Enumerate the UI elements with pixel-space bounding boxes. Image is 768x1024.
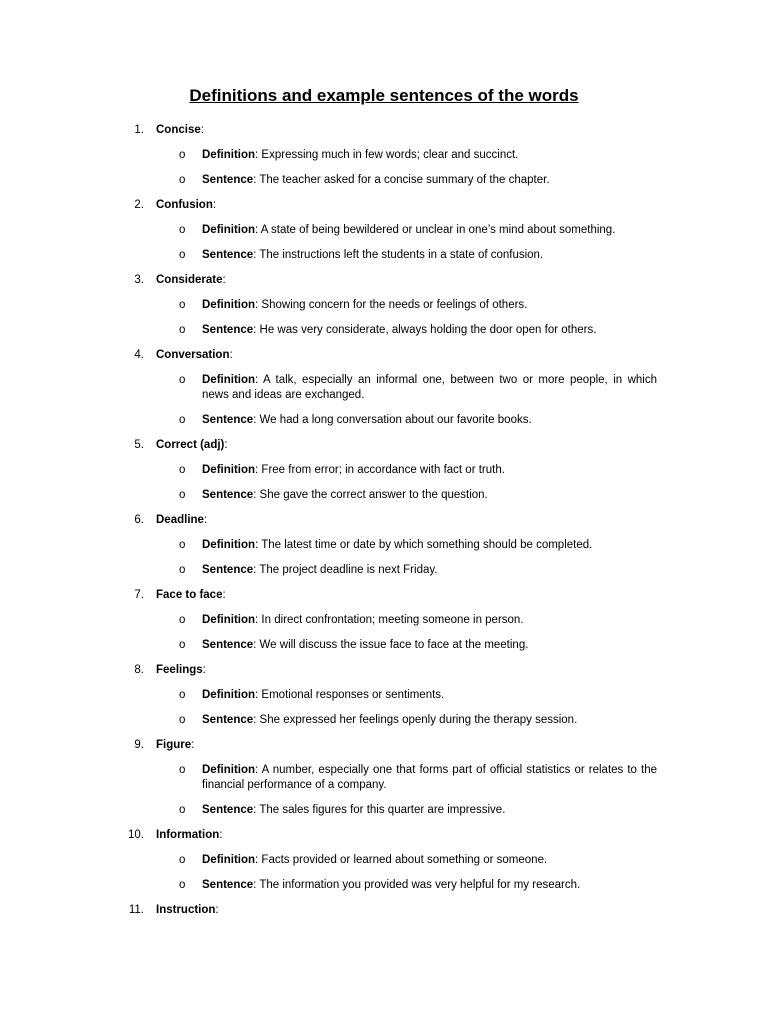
definition-row (0, 853, 768, 868)
entry-number: 10. (128, 829, 144, 841)
definition-row-text (202, 763, 657, 793)
sentence-row (0, 803, 768, 818)
sentence-label: Sentence (202, 324, 254, 336)
bullet-icon: o (179, 224, 186, 236)
sentence-row (0, 248, 768, 263)
sentence-label: Sentence (202, 804, 254, 816)
entry-term (156, 273, 226, 288)
term-colon: : (222, 274, 226, 286)
sentence-label: Sentence (202, 879, 254, 891)
definition-row-text (202, 148, 657, 163)
sentence-body: : The information you provided was very helpful for my research. (253, 879, 581, 891)
bullet-icon: o (179, 804, 186, 816)
term-colon: : (191, 739, 195, 751)
entry-header (0, 198, 768, 213)
sentence-body: : The teacher asked for a concise summary of the chapter. (253, 174, 550, 186)
entry-term (156, 828, 222, 843)
list-item (0, 438, 768, 503)
word-list (0, 123, 768, 928)
sentence-row (0, 638, 768, 653)
bullet-icon: o (179, 374, 186, 386)
bullet-icon: o (179, 539, 186, 551)
bullet-icon: o (179, 639, 186, 651)
list-item (0, 828, 768, 893)
bullet-icon: o (179, 879, 186, 891)
entry-number: 1. (134, 124, 144, 136)
definition-row (0, 148, 768, 163)
entry-header (0, 738, 768, 753)
entry-term (156, 738, 194, 753)
definition-label: Definition (202, 374, 256, 386)
sentence-row-text (202, 878, 657, 893)
definition-row-text (202, 853, 657, 868)
bullet-icon: o (179, 249, 186, 261)
definition-row-text (202, 613, 657, 628)
bullet-icon: o (179, 149, 186, 161)
term-word: Feelings (156, 664, 203, 676)
entry-number: 7. (134, 589, 144, 601)
entry-term (156, 438, 228, 453)
sentence-row-text (202, 638, 657, 653)
definition-label: Definition (202, 149, 256, 161)
definition-body: : A talk, especially an informal one, between two or more people, in which news and ideas are exchanged. (202, 374, 657, 401)
entry-term (156, 903, 219, 918)
bullet-icon: o (179, 564, 186, 576)
definition-row (0, 613, 768, 628)
entry-header (0, 828, 768, 843)
bullet-icon: o (179, 299, 186, 311)
sentence-row (0, 413, 768, 428)
term-colon: : (202, 664, 206, 676)
entry-number: 11. (128, 904, 144, 916)
entry-term (156, 123, 204, 138)
definition-row-text (202, 463, 657, 478)
sentence-body: : The project deadline is next Friday. (253, 564, 438, 576)
term-word: Concise (156, 124, 201, 136)
definition-row (0, 223, 768, 238)
term-colon: : (215, 904, 219, 916)
sentence-label: Sentence (202, 414, 254, 426)
definition-body: : Expressing much in few words; clear and succinct. (255, 149, 519, 161)
definition-body: : Showing concern for the needs or feelings of others. (255, 299, 528, 311)
sentence-row (0, 878, 768, 893)
entry-number: 2. (134, 199, 144, 211)
list-item (0, 663, 768, 728)
definition-row (0, 688, 768, 703)
definition-row-text (202, 373, 657, 403)
term-colon: : (200, 124, 204, 136)
entry-term (156, 198, 216, 213)
term-colon: : (219, 829, 223, 841)
definition-label: Definition (202, 299, 256, 311)
term-colon: : (212, 199, 217, 211)
entry-header (0, 273, 768, 288)
sentence-body: : The instructions left the students in a state of confusion. (253, 249, 544, 261)
definition-row (0, 373, 768, 403)
entry-header (0, 903, 768, 918)
list-item (0, 273, 768, 338)
sentence-body: : The sales figures for this quarter are impressive. (253, 804, 506, 816)
definition-row-text (202, 298, 657, 313)
term-colon: : (222, 589, 226, 601)
entry-number: 6. (134, 514, 144, 526)
bullet-icon: o (179, 689, 186, 701)
term-word: Conversation (156, 349, 230, 361)
bullet-icon: o (179, 414, 186, 426)
definition-row (0, 463, 768, 478)
term-word: Instruction (156, 904, 216, 916)
sentence-row-text (202, 248, 657, 263)
sentence-body: : He was very considerate, always holding the door open for others. (253, 324, 597, 336)
definition-body: : Free from error; in accordance with fact or truth. (255, 464, 505, 476)
definition-body: : A number, especially one that forms part of official statistics or relates to the financial performance of a company. (202, 764, 657, 791)
sentence-row-text (202, 413, 657, 428)
sentence-row (0, 323, 768, 338)
entry-number: 9. (134, 739, 144, 751)
sentence-body: : We will discuss the issue face to face at the meeting. (253, 639, 529, 651)
entry-number: 5. (134, 439, 144, 451)
entry-number: 8. (134, 664, 144, 676)
sentence-body: : She gave the correct answer to the question. (253, 489, 488, 501)
sentence-row-text (202, 713, 657, 728)
term-word: Correct (adj) (156, 439, 225, 451)
term-colon: : (203, 514, 208, 526)
list-item (0, 513, 768, 578)
definition-label: Definition (202, 689, 256, 701)
term-colon: : (229, 349, 233, 361)
definition-body: : In direct confrontation; meeting someone in person. (255, 614, 524, 626)
bullet-icon: o (179, 854, 186, 866)
sentence-body: : We had a long conversation about our favorite books. (253, 414, 532, 426)
definition-row (0, 298, 768, 313)
definition-row-text (202, 688, 657, 703)
list-item (0, 348, 768, 428)
sentence-row (0, 173, 768, 188)
definition-label: Definition (202, 854, 256, 866)
sentence-label: Sentence (202, 714, 254, 726)
sentence-row-text (202, 488, 657, 503)
bullet-icon: o (179, 714, 186, 726)
definition-row (0, 538, 768, 553)
sentence-row-text (202, 803, 657, 818)
term-word: Information (156, 829, 220, 841)
sentence-label: Sentence (202, 249, 254, 261)
list-item (0, 198, 768, 263)
term-word: Figure (156, 739, 192, 751)
sentence-row (0, 713, 768, 728)
definition-body: : Emotional responses or sentiments. (255, 689, 445, 701)
definition-body: : A state of being bewildered or unclear in one’s mind about something. (255, 224, 616, 236)
definition-label: Definition (202, 764, 256, 776)
entry-header (0, 348, 768, 363)
entry-term (156, 588, 226, 603)
sentence-label: Sentence (202, 639, 254, 651)
sentence-row-text (202, 563, 657, 578)
definition-label: Definition (202, 614, 256, 626)
entry-header (0, 123, 768, 138)
sentence-row (0, 488, 768, 503)
entry-number: 3. (134, 274, 144, 286)
bullet-icon: o (179, 614, 186, 626)
bullet-icon: o (179, 489, 186, 501)
entry-header (0, 513, 768, 528)
list-item (0, 123, 768, 188)
definition-body: : Facts provided or learned about something or someone. (255, 854, 548, 866)
entry-term (156, 663, 206, 678)
definition-label: Definition (202, 464, 256, 476)
bullet-icon: o (179, 764, 186, 776)
definition-row-text (202, 538, 657, 553)
bullet-icon: o (179, 174, 186, 186)
sentence-row (0, 563, 768, 578)
definition-label: Definition (202, 224, 256, 236)
sentence-label: Sentence (202, 564, 254, 576)
sentence-row-text (202, 323, 657, 338)
term-word: Considerate (156, 274, 223, 286)
bullet-icon: o (179, 324, 186, 336)
definition-body: : The latest time or date by which something should be completed. (255, 539, 593, 551)
term-word: Face to face (156, 589, 223, 601)
term-word: Confusion (156, 199, 213, 211)
definition-row (0, 763, 768, 793)
list-item (0, 738, 768, 818)
term-word: Deadline (156, 514, 204, 526)
sentence-label: Sentence (202, 489, 254, 501)
entry-term (156, 348, 233, 363)
list-item (0, 903, 768, 918)
term-colon: : (224, 439, 228, 451)
sentence-label: Sentence (202, 174, 254, 186)
definition-row-text (202, 223, 657, 238)
sentence-row-text (202, 173, 657, 188)
entry-header (0, 663, 768, 678)
list-item (0, 588, 768, 653)
entry-number: 4. (134, 349, 144, 361)
bullet-icon: o (179, 464, 186, 476)
page-title: Definitions and example sentences of the words (189, 86, 579, 105)
definition-label: Definition (202, 539, 256, 551)
sentence-body: : She expressed her feelings openly during the therapy session. (253, 714, 578, 726)
entry-term (156, 513, 207, 528)
entry-header (0, 588, 768, 603)
entry-header (0, 438, 768, 453)
